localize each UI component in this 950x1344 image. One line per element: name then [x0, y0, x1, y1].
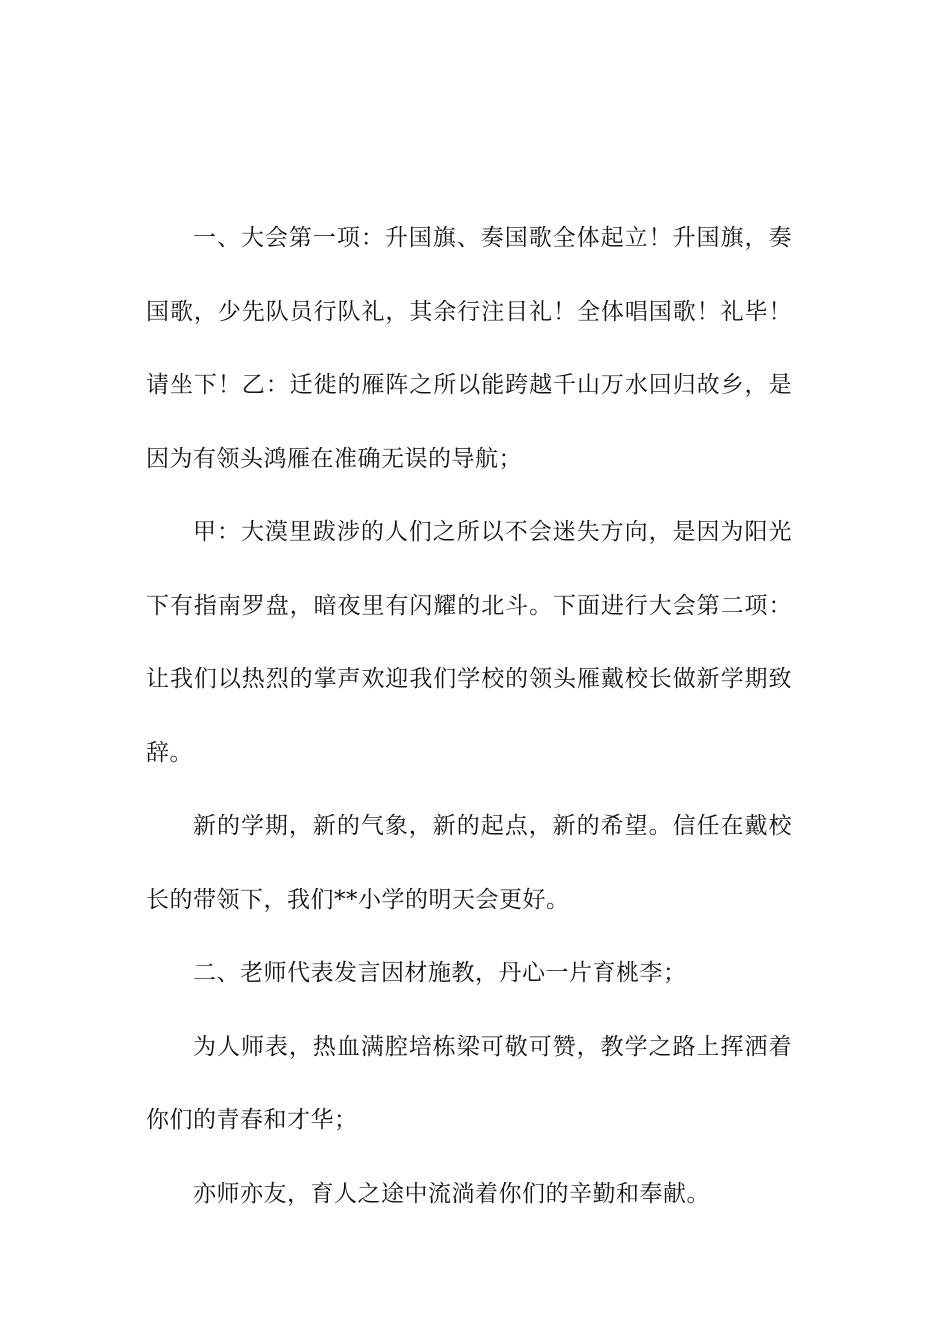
paragraph-4: 二、老师代表发言因材施教，丹心一片育桃李；: [193, 960, 687, 986]
document-body: [146, 202, 792, 1231]
paragraph-2: 甲：大漠里跋涉的人们之所以不会迷失方向，是因为阳光下有指南罗盘，暗夜里有闪耀的北斗。下面进行大会第二项：让我们以热烈的掌声欢迎我们学校的领头雁戴校长做新学期致辞。: [146, 519, 792, 766]
paragraph-6: 亦师亦友，育人之途中流淌着你们的辛勤和奉献。: [193, 1180, 710, 1207]
paragraph-1: 一、大会第一项：升国旗、奏国歌全体起立！升国旗，奏国歌，少先队员行队礼，其余行注目礼！全体唱国歌！礼毕！请坐下！乙：迁徙的雁阵之所以能跨越千山万水回归故乡，是因为有领头鸿雁在准确无误的导航；: [146, 225, 792, 472]
paragraph-3: 新的学期，新的气象，新的起点，新的希望。信任在戴校长的带领下，我们**小学的明天会更好。: [146, 813, 792, 913]
paragraph-5: 为人师表，热血满腔培栋梁可敬可赞，教学之路上挥洒着你们的青春和才华；: [146, 1033, 792, 1133]
